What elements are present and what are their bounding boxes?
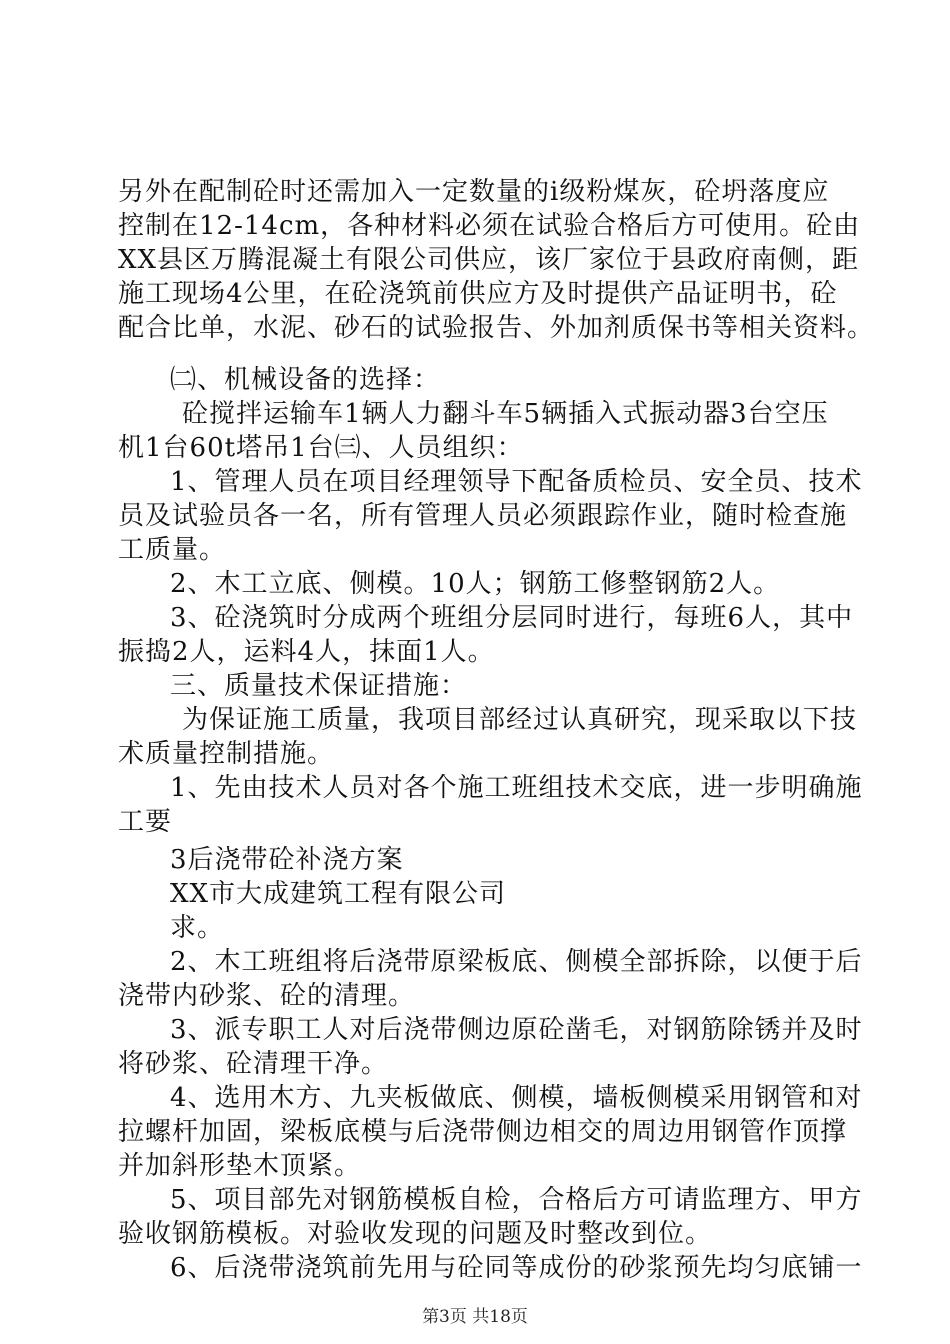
text-line: 浇带内砂浆、砼的清理。 bbox=[118, 981, 416, 1011]
text-line: 员及试验员各一名，所有管理人员必须跟踪作业，随时检查施 bbox=[118, 501, 848, 531]
text-line: 另外在配制砼时还需加入一定数量的ⅰ级粉煤灰，砼坍落度应 bbox=[118, 177, 830, 207]
text-line: 为保证施工质量，我项目部经过认真研究，现采取以下技 bbox=[182, 705, 858, 735]
text-line: XX县区万腾混凝土有限公司供应，该厂家位于县政府南侧，距 bbox=[118, 245, 860, 275]
text-line: 验收钢筋模板。对验收发现的问题及时整改到位。 bbox=[118, 1219, 713, 1249]
text-line: 5、项目部先对钢筋模板自检，合格后方可请监理方、甲方 bbox=[170, 1185, 863, 1215]
text-line: 工要 bbox=[118, 807, 173, 837]
text-line: 2、木工班组将后浇带原梁板底、侧模全部拆除，以便于后 bbox=[170, 947, 863, 977]
text-line: 将砂浆、砼清理干净。 bbox=[118, 1049, 389, 1079]
text-line: 配合比单，水泥、砂石的试验报告、外加剂质保书等相关资料。 bbox=[118, 313, 875, 343]
text-line: 机1台60t塔吊1台㈢、人员组织： bbox=[118, 433, 524, 463]
text-line: 1、先由技术人员对各个施工班组技术交底，进一步明确施 bbox=[170, 773, 863, 803]
text-line: 振捣2人，运料4人，抹面1人。 bbox=[118, 637, 495, 667]
header-document-title: 3后浇带砼补浇方案 bbox=[170, 845, 404, 875]
text-line: 3、砼浇筑时分成两个班组分层同时进行，每班6人，其中 bbox=[170, 603, 854, 633]
text-line: 3、派专职工人对后浇带侧边原砼凿毛，对钢筋除锈并及时 bbox=[170, 1015, 863, 1045]
section-heading: 三、质量技术保证措施： bbox=[170, 671, 468, 701]
text-line: 求。 bbox=[170, 913, 225, 943]
header-company-name: XX市大成建筑工程有限公司 bbox=[170, 879, 507, 909]
text-line: 施工现场4公里，在砼浇筑前供应方及时提供产品证明书，砼 bbox=[118, 279, 838, 309]
text-line: 拉螺杆加固，梁板底模与后浇带侧边相交的周边用钢管作顶撑 bbox=[118, 1117, 848, 1147]
text-line: 控制在12-14cm，各种材料必须在试验合格后方可使用。砼由 bbox=[118, 211, 861, 241]
text-line: 术质量控制措施。 bbox=[118, 739, 335, 769]
text-line: 2、木工立底、侧模。10人；钢筋工修整钢筋2人。 bbox=[170, 569, 781, 599]
text-line: 6、后浇带浇筑前先用与砼同等成份的砂浆预先均匀底铺一 bbox=[170, 1253, 863, 1283]
text-line: 4、选用木方、九夹板做底、侧模，墙板侧模采用钢管和对 bbox=[170, 1083, 863, 1113]
text-line: 砼搅拌运输车1辆人力翻斗车5辆插入式振动器3台空压 bbox=[182, 399, 829, 429]
text-line: 工质量。 bbox=[118, 535, 227, 565]
section-heading: ㈡、机械设备的选择： bbox=[170, 365, 441, 395]
page-number: 第3页 共18页 bbox=[422, 1307, 528, 1327]
text-line: 1、管理人员在项目经理领导下配备质检员、安全员、技术 bbox=[170, 467, 863, 497]
text-line: 并加斜形垫木顶紧。 bbox=[118, 1151, 362, 1181]
